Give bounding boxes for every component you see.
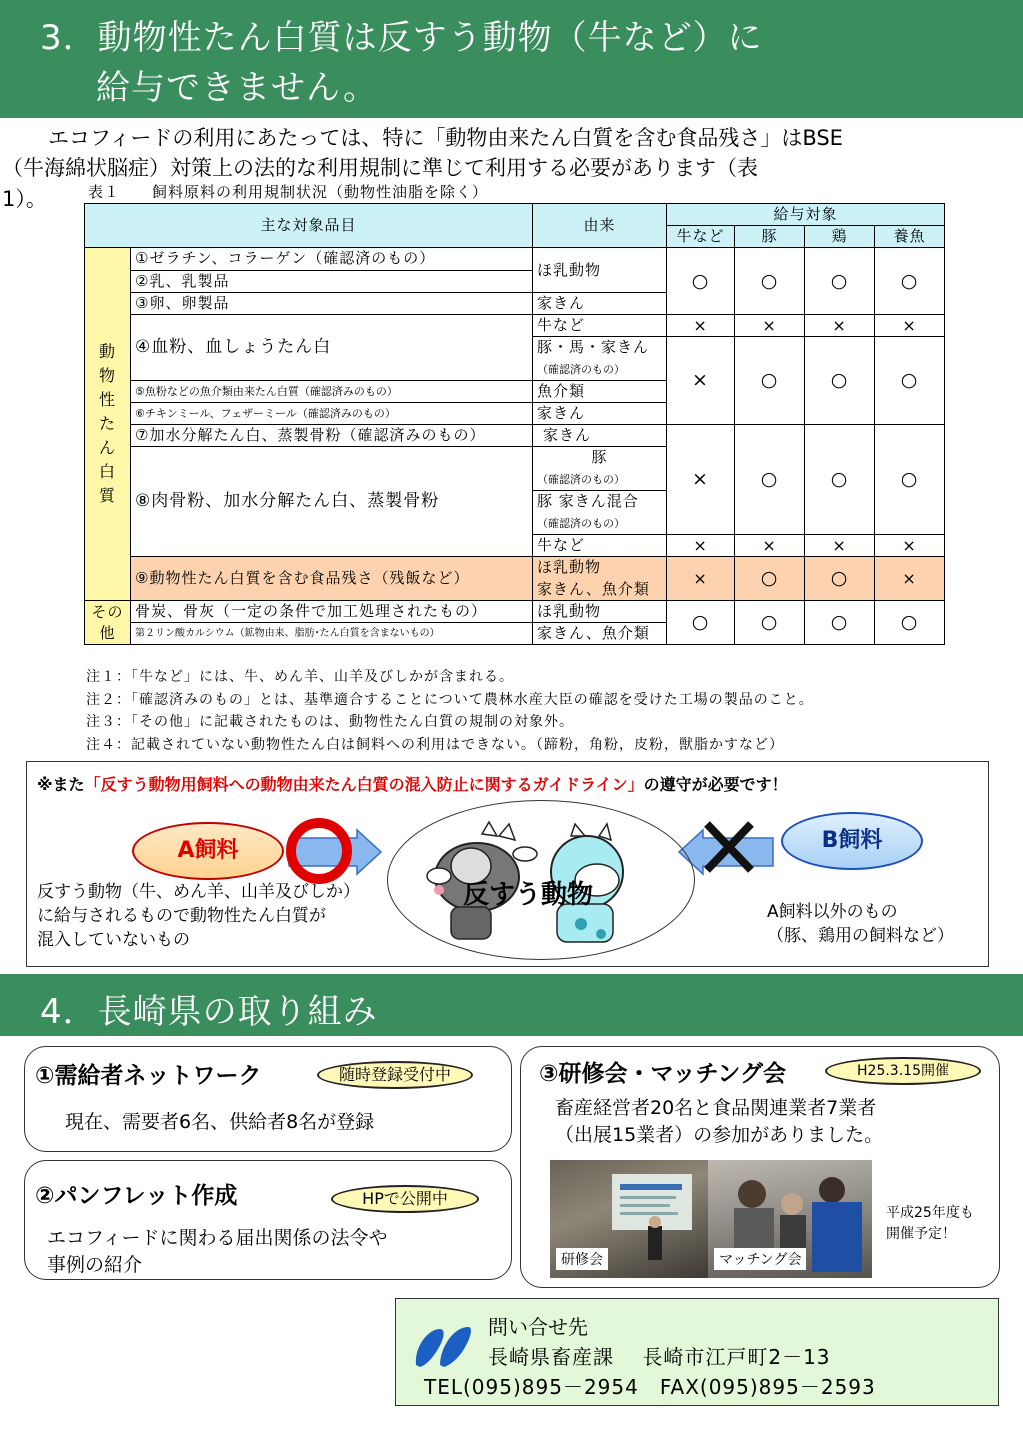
feed-b-desc-line: （豚、鶏用の飼料など） bbox=[767, 926, 954, 946]
category-glyph: 他 bbox=[99, 623, 116, 642]
item-blood-meal: ④血粉、血しょうたん白 bbox=[131, 315, 533, 381]
mark-cell: ○ bbox=[667, 601, 735, 645]
origin-poultry: 家きん bbox=[533, 293, 667, 315]
network-text: 現在、需要者6名、供給者8名が登録 bbox=[65, 1111, 375, 1133]
mark-cell: × bbox=[667, 557, 735, 601]
guideline-name: 「反すう動物用飼料への動物由来たん白質の混入防止に関するガイドライン」 bbox=[84, 775, 644, 794]
seminar-text-line1: 畜産経営者20名と食品関連業者7業者 bbox=[555, 1097, 877, 1119]
mark-cell: ○ bbox=[735, 248, 805, 315]
mark-cell: × bbox=[805, 315, 875, 337]
mark-cell: ○ bbox=[735, 337, 805, 425]
origin-mammal: ほ乳動物 bbox=[533, 248, 667, 293]
feed-a-desc-line: 混入していないもの bbox=[37, 930, 190, 950]
mark-cell: × bbox=[667, 535, 735, 557]
item-hydrolyzed: ⑦加水分解たん白、蒸製骨粉（確認済みのもの） bbox=[131, 425, 533, 447]
note-1: 注１：「牛など」には、牛、めん羊、山羊及びしかが含まれる。 bbox=[86, 669, 514, 685]
item-milk: ②乳、乳製品 bbox=[131, 270, 533, 293]
mark-cell: × bbox=[735, 535, 805, 557]
item-bone-charcoal: 骨炭、骨灰（一定の条件で加工処理されたもの） bbox=[131, 601, 533, 623]
intro-line2: （牛海綿状脳症）対策上の法的な利用規制に準じて利用する必要があります（表 bbox=[2, 156, 758, 180]
section4-header bbox=[0, 974, 1023, 1036]
origin-poultry-b: 家きん bbox=[533, 403, 667, 425]
origin-confirmed-c: （確認済のもの） bbox=[533, 513, 667, 535]
mark-cell: ○ bbox=[667, 248, 735, 315]
matching-photo-label: マッチング会 bbox=[714, 1248, 806, 1270]
intro-line3: 1）。 bbox=[2, 187, 47, 211]
matching-photo bbox=[708, 1160, 872, 1278]
seminar-photo bbox=[550, 1160, 708, 1278]
network-badge: 随時登録受付中 bbox=[317, 1061, 473, 1089]
header-target: 給与対象 bbox=[667, 204, 945, 226]
mark-cell: ○ bbox=[735, 425, 805, 535]
feed-b-description bbox=[767, 900, 954, 948]
origin-other-mammal: ほ乳動物 bbox=[533, 601, 667, 623]
origin-other-poultry-fish: 家きん、魚介類 bbox=[533, 623, 667, 645]
header-fish: 養魚 bbox=[875, 226, 945, 248]
origin-confirmed: （確認済のもの） bbox=[533, 359, 667, 381]
guideline-box bbox=[26, 761, 989, 967]
feed-a-desc-line: 反すう動物（牛、めん羊、山羊及びしか） bbox=[37, 882, 360, 902]
table-caption: 表１ 飼料原料の利用規制状況（動物性油脂を除く） bbox=[88, 183, 489, 201]
network-title: ①需給者ネットワーク bbox=[35, 1063, 262, 1089]
pamphlet-text-line1: エコフィードに関わる届出関係の法令や bbox=[47, 1227, 388, 1249]
feed-b-badge: B飼料 bbox=[781, 812, 923, 870]
origin-pig-horse-poultry: 豚・馬・家きん bbox=[533, 337, 667, 359]
category-glyph: ん bbox=[98, 438, 116, 457]
mark-cell: ○ bbox=[805, 601, 875, 645]
origin-r9-mammal: ほ乳動物 bbox=[533, 557, 667, 579]
intro-line1: エコフィードの利用にあたっては、特に「動物由来たん白質を含む食品残さ」はBSE bbox=[48, 126, 843, 150]
contact-box bbox=[395, 1298, 999, 1406]
category-glyph: その bbox=[91, 602, 124, 621]
item-gelatin: ①ゼラチン、コラーゲン（確認済のもの） bbox=[131, 248, 533, 271]
mark-cell: ○ bbox=[875, 337, 945, 425]
note-2: 注２：「確認済みのもの」とは、基準適合することについて農林水産大臣の確認を受けた工場の製品のこと。 bbox=[86, 691, 814, 708]
mark-cell: ○ bbox=[735, 557, 805, 601]
category-glyph: た bbox=[98, 414, 116, 433]
mark-cell: ○ bbox=[805, 248, 875, 315]
ruminant-label: 反すう動物 bbox=[463, 880, 594, 910]
next-year-note bbox=[886, 1203, 974, 1245]
mark-cell: × bbox=[735, 315, 805, 337]
mark-cell: × bbox=[667, 337, 735, 425]
header-chicken: 鶏 bbox=[805, 226, 875, 248]
mark-cell: ○ bbox=[735, 601, 805, 645]
pamphlet-text-line2: 事例の紹介 bbox=[47, 1254, 143, 1276]
feed-a-description bbox=[37, 880, 360, 952]
section3-title-line1: 3．動物性たん白質は反すう動物（牛など）に bbox=[40, 18, 763, 58]
mark-cell: × bbox=[667, 315, 735, 337]
category-glyph: 物 bbox=[98, 366, 116, 385]
network-panel bbox=[24, 1046, 512, 1152]
mark-cell: ○ bbox=[805, 425, 875, 535]
category-other bbox=[85, 601, 131, 645]
origin-pig: 豚 bbox=[533, 447, 667, 469]
item-meat-bone-meal: ⑧肉骨粉、加水分解たん白、蒸製骨粉 bbox=[131, 447, 533, 557]
seminar-title: ③研修会・マッチング会 bbox=[539, 1061, 786, 1087]
pamphlet-panel bbox=[24, 1160, 512, 1280]
feed-b-desc-line: A飼料以外のもの bbox=[767, 902, 898, 922]
pamphlet-title: ②パンフレット作成 bbox=[35, 1183, 238, 1209]
seminar-text-line2: （出展15業者）の参加がありました。 bbox=[555, 1124, 884, 1146]
category-animal-protein bbox=[85, 248, 131, 601]
origin-poultry-c: 家きん bbox=[533, 425, 667, 447]
category-glyph: 質 bbox=[98, 486, 116, 505]
section3-title-line2: 給与できません。 bbox=[96, 68, 379, 108]
pamphlet-badge: HPで公開中 bbox=[331, 1185, 479, 1213]
mark-cell: × bbox=[875, 557, 945, 601]
origin-r9-poultry-fish: 家きん、魚介類 bbox=[533, 579, 667, 601]
mark-cell: ○ bbox=[805, 337, 875, 425]
contact-tel-fax: TEL(095)895－2954 FAX(095)895－2593 bbox=[424, 1375, 876, 1399]
item-chicken-meal: ⑥チキンミール、フェザーミール（確認済みのもの） bbox=[131, 403, 533, 425]
item-egg: ③卵、卵製品 bbox=[131, 293, 533, 315]
origin-confirmed-b: （確認済のもの） bbox=[533, 469, 667, 491]
header-origin: 由来 bbox=[533, 204, 667, 248]
feed-a-desc-line: に給与されるもので動物性たん白質が bbox=[37, 906, 326, 926]
note-4: 注４：記載されていない動物性たん白は飼料への利用はできない。（蹄粉，角粉，皮粉，獣脂かすなど） bbox=[86, 736, 784, 753]
origin-cattle-b: 牛など bbox=[533, 535, 667, 557]
mark-cell: ○ bbox=[875, 425, 945, 535]
next-year-line: 開催予定！ bbox=[886, 1226, 956, 1242]
origin-cattle: 牛など bbox=[533, 315, 667, 337]
contact-label: 問い合せ先 bbox=[488, 1315, 588, 1339]
item-calcium-phosphate: 第２リン酸カルシウム（鉱物由来、脂肪･たん白質を含まないもの） bbox=[131, 623, 533, 645]
category-glyph: 性 bbox=[98, 390, 116, 409]
seminar-badge: H25.3.15開催 bbox=[825, 1057, 981, 1085]
header-pig: 豚 bbox=[735, 226, 805, 248]
mark-cell: ○ bbox=[875, 601, 945, 645]
contact-org: 長崎県畜産課 長崎市江戸町2－13 bbox=[488, 1345, 831, 1369]
origin-fish: 魚介類 bbox=[533, 381, 667, 403]
mark-cell: × bbox=[667, 425, 735, 535]
mark-cell: × bbox=[805, 535, 875, 557]
header-cattle: 牛など bbox=[667, 226, 735, 248]
section4-title: 4．長崎県の取り組み bbox=[40, 992, 378, 1032]
origin-pig-poultry-mix: 豚 家きん混合 bbox=[533, 491, 667, 513]
guideline-prefix: ※また bbox=[37, 775, 85, 794]
mark-cell: × bbox=[875, 535, 945, 557]
category-glyph: 白 bbox=[98, 462, 116, 481]
mark-cell: ○ bbox=[875, 248, 945, 315]
section3-header bbox=[0, 0, 1023, 118]
note-3: 注３：「その他」に記載されたものは、動物性たん白質の規制の対象外。 bbox=[86, 714, 574, 730]
guideline-suffix: の遵守が必要です！ bbox=[643, 775, 788, 794]
header-item: 主な対象品目 bbox=[85, 204, 533, 248]
feed-a-badge: A飼料 bbox=[132, 822, 284, 880]
item-fishmeal: ⑤魚粉などの魚介類由来たん白質（確認済みのもの） bbox=[131, 381, 533, 403]
prefecture-logo-icon bbox=[410, 1321, 476, 1371]
category-glyph: 動 bbox=[98, 342, 116, 361]
mark-cell: × bbox=[875, 315, 945, 337]
seminar-photo-label: 研修会 bbox=[556, 1248, 608, 1270]
item-food-residue: ⑨動物性たん白質を含む食品残さ（残飯など） bbox=[131, 557, 533, 601]
feed-regulation-table bbox=[84, 203, 945, 645]
table-notes bbox=[86, 666, 814, 756]
mark-cell: ○ bbox=[805, 557, 875, 601]
next-year-line: 平成25年度も bbox=[886, 1205, 974, 1221]
